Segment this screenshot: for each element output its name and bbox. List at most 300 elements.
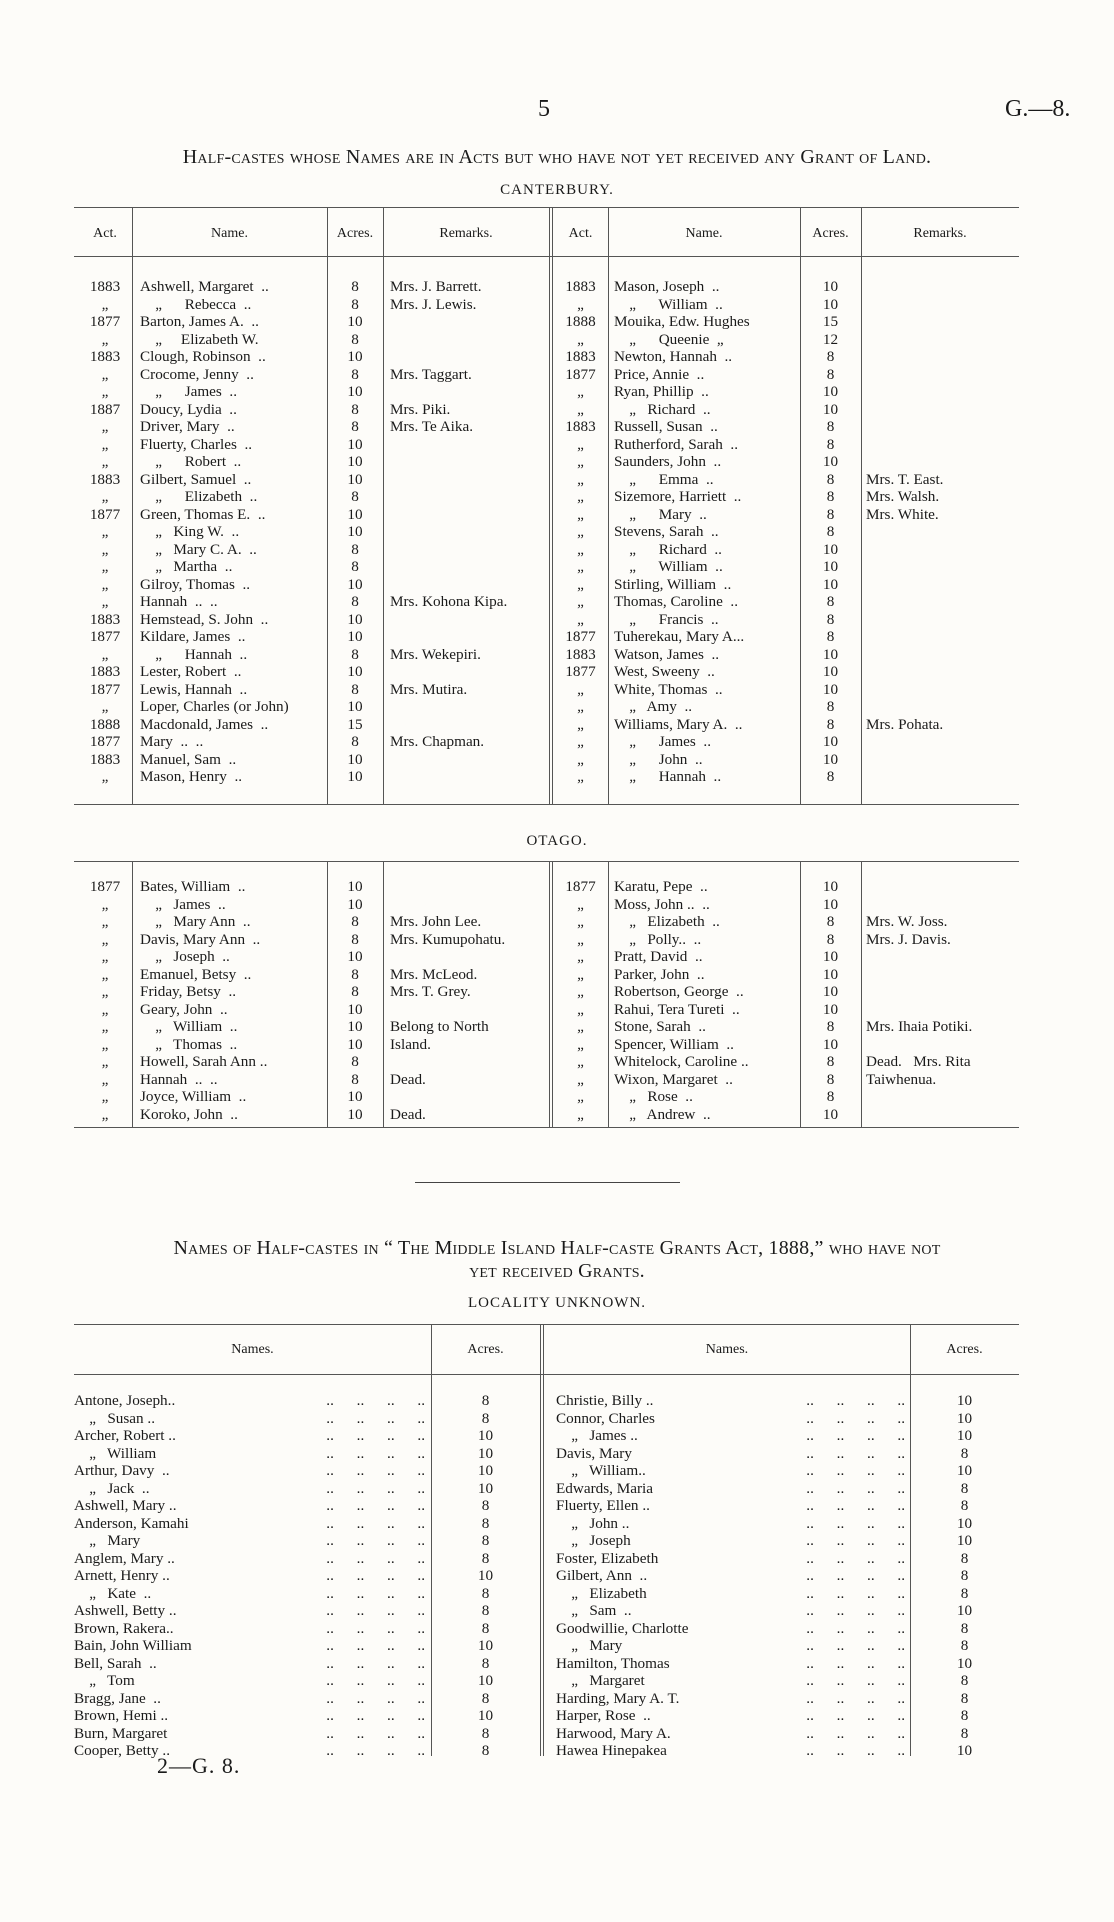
header-names: Names. [705,1342,749,1357]
table-cell: 10 [956,1654,973,1672]
table-cell: 8 [960,1549,969,1567]
table-cell: „ Mary .. [614,505,707,523]
table-cell [866,983,1019,1001]
table-cell: 8 [960,1672,969,1689]
section2-left-names-col [74,1392,244,1760]
dot-leader: .. .. .. .. [806,1637,905,1654]
table-cell: 10 [822,295,839,313]
table-cell: 10 [477,1479,494,1497]
table-cell: Mrs. Wekepiri. [390,645,481,663]
table-cell: „ [101,558,109,575]
table-cell: 1888 [89,715,121,733]
table-cell: 10 [956,1392,973,1409]
table-cell: „ Mary [74,1532,141,1549]
table-cell: 8 [351,733,359,750]
table-cell: Saunders, John .. [614,453,722,470]
table-cell: „ [577,523,584,540]
col-divider [132,861,133,1127]
table-cell [866,733,1019,751]
table-cell: „ [101,540,109,558]
table-cell [390,698,549,716]
table-cell: „ Rebecca .. [140,295,252,313]
table-cell [866,966,1019,984]
table-cell: 8 [826,348,835,365]
table-cell: Green, Thomas E. .. [140,505,266,523]
table-cell: „ [101,965,109,983]
table-cell: 8 [960,1584,969,1602]
table-cell [866,1106,1019,1124]
table-cell: „ [101,768,109,785]
table-cell: 8 [481,1742,490,1759]
dot-leader: .. .. .. .. [326,1392,425,1409]
page-number: 5 [538,96,550,122]
table-cell: 8 [960,1497,969,1514]
table-cell: Davis, Mary [556,1444,632,1462]
table-cell: Friday, Betsy .. [140,983,237,1000]
table-cell: Foster, Elizabeth [556,1549,659,1567]
header-acres: Acres. [336,226,374,241]
dot-leader: .. .. .. .. [806,1654,905,1672]
canterbury-left-remarks-col [390,278,549,786]
table-cell: Mrs. White. [866,505,939,523]
table-cell: 8 [481,1602,490,1619]
table-cell: „ Amy .. [614,698,693,715]
table-cell: 10 [347,383,363,400]
table-cell: 15 [347,715,363,733]
table-cell: „ [577,965,584,983]
table-cell [866,878,1019,896]
table-cell: „ [101,1053,109,1070]
table-cell: 8 [826,628,835,645]
dot-leader: .. .. .. .. [806,1549,905,1567]
table-cell: 8 [826,1088,835,1105]
table-cell: 8 [481,1724,490,1742]
table-cell: 10 [822,558,839,575]
table-cell: 8 [351,540,359,558]
table-cell: Fluerty, Ellen .. [556,1497,650,1514]
section2-title-line1: Names of Half-castes in “ The Middle Island Half-caste Grants Act, 1888,” who have not [173,1237,941,1259]
table-cell [390,611,549,629]
table-cell: 1883 [565,348,596,365]
table-cell: Howell, Sarah Ann .. [140,1053,268,1070]
table-cell: Driver, Mary .. [140,418,235,435]
table-cell: 10 [347,628,363,645]
table-cell: Geary, John .. [140,1000,228,1018]
table-cell [866,576,1019,594]
table-cell: „ [577,1070,584,1088]
table-cell: 8 [351,1053,359,1070]
table-cell: 8 [481,1497,490,1514]
table-cell: 10 [956,1409,973,1427]
table-cell: „ Joseph [556,1532,631,1549]
table-cell: „ [577,453,584,470]
table-cell [866,331,1019,349]
col-divider [861,207,862,804]
table-cell: Ashwell, Mary .. [74,1497,177,1514]
table-cell: 10 [956,1514,973,1532]
dot-leader: .. .. .. .. [326,1409,425,1427]
table-cell: „ Martha .. [140,558,233,575]
table-cell: 8 [481,1514,490,1532]
table-cell: 10 [347,610,363,628]
table-cell: Mason, Joseph .. [614,278,720,295]
table-cell: Gilbert, Ann .. [556,1567,648,1584]
section2-left-leaders-col [250,1392,425,1760]
table-cell: 8 [351,558,359,575]
otago-label: OTAGO. [526,833,588,849]
section2-right-leaders-col [740,1392,905,1760]
dot-leader: .. .. .. .. [326,1567,425,1584]
table-cell [390,541,549,559]
table-cell [390,558,549,576]
table-cell: „ Joseph .. [140,948,230,965]
table-cell [390,751,549,769]
table-cell: Ashwell, Betty .. [74,1602,177,1619]
table-cell: 10 [477,1462,494,1479]
dot-leader: .. .. .. .. [326,1619,425,1637]
table-cell: Macdonald, James .. [140,715,269,733]
table-cell [390,768,549,786]
table-cell: 10 [347,698,363,715]
table-cell: „ Elizabeth [556,1584,647,1602]
table-cell: „ [101,575,109,593]
table-cell: 10 [822,895,839,913]
table-cell: 1877 [89,313,121,330]
dot-leader: .. .. .. .. [806,1444,905,1462]
section2-left-acres-col [431,1392,540,1760]
table-cell: Davis, Mary Ann .. [140,930,261,948]
table-cell: 1877 [565,878,596,895]
table-cell: 10 [822,645,839,663]
dot-leader: .. .. .. .. [806,1584,905,1602]
table-cell: Sizemore, Harriett .. [614,488,742,505]
dot-leader: .. .. .. .. [326,1532,425,1549]
table-cell: 10 [956,1427,973,1444]
dot-leader: .. .. .. .. [326,1514,425,1532]
table-top-rule [74,1324,1019,1325]
table-cell: Antone, Joseph.. [74,1392,176,1409]
table-cell: Taiwhenua. [866,1070,937,1088]
table-cell: „ [101,895,109,913]
table-cell: 10 [822,1000,839,1018]
table-cell: 10 [347,1105,363,1123]
table-cell [866,611,1019,629]
table-cell: Brown, Hemi .. [74,1707,169,1724]
table-cell [866,768,1019,786]
table-center-divider [540,1324,544,1756]
table-cell: 8 [351,965,359,983]
header-remarks: Remarks. [439,226,493,241]
table-cell: Loper, Charles (or John) [140,698,289,715]
table-cell: Rutherford, Sarah .. [614,435,738,453]
table-cell: „ [577,593,584,610]
table-cell: 10 [347,470,363,488]
col-divider [861,861,862,1127]
table-cell: 1877 [89,733,121,750]
table-cell: Whitelock, Caroline .. [614,1053,749,1070]
table-cell: Mrs. McLeod. [390,965,478,983]
table-cell: „ Mary Ann .. [140,913,251,930]
dot-leader: .. .. .. .. [326,1707,425,1724]
table-cell: 10 [822,1105,839,1123]
table-cell: 10 [347,750,363,768]
table-cell: Stirling, William .. [614,575,732,593]
table-cell: Dead. Mrs. Rita [866,1053,971,1070]
table-cell: 10 [822,453,839,470]
table-cell [390,383,549,401]
table-cell: „ [577,295,584,313]
table-cell: „ [101,593,109,610]
table-top-rule [74,861,1019,862]
table-cell: 8 [960,1689,969,1707]
table-cell: „ William .. [614,558,723,575]
table-cell: Arnett, Henry .. [74,1567,170,1584]
canterbury-label: CANTERBURY. [500,182,614,198]
table-cell: 1877 [565,365,596,383]
table-cell: Wixon, Margaret .. [614,1070,733,1088]
table-cell: Mrs. T. East. [866,470,944,488]
table-cell: Harding, Mary A. T. [556,1689,680,1707]
table-cell: Crocome, Jenny .. [140,365,254,383]
table-cell: „ [101,698,109,715]
table-cell [866,453,1019,471]
table-cell: 10 [822,400,839,418]
table-cell: Kildare, James .. [140,628,246,645]
table-cell: Mrs. T. Grey. [390,983,471,1000]
canterbury-right-remarks-col [866,278,1019,786]
table-cell: 10 [822,965,839,983]
table-cell: Mrs. Te Aika. [390,418,474,435]
table-cell: 10 [822,575,839,593]
table-cell: Newton, Hannah .. [614,348,733,365]
table-cell: „ Richard .. [614,540,722,558]
table-cell: 15 [822,313,839,330]
table-cell: Gilbert, Samuel .. [140,470,252,488]
table-cell: Gilroy, Thomas .. [140,575,251,593]
dot-leader: .. .. .. .. [806,1672,905,1689]
header-names: Names. [231,1342,274,1357]
table-cell: 10 [822,733,839,750]
table-cell [390,576,549,594]
table-cell: „ [577,895,584,913]
table-cell: 8 [351,278,359,295]
table-cell: 8 [481,1409,490,1427]
table-cell: Mrs. J. Lewis. [390,295,477,313]
table-cell: „ [101,913,109,930]
table-cell: „ [101,523,109,540]
table-cell: Island. [390,1035,431,1053]
table-cell: „ [577,400,584,418]
table-cell: 8 [960,1724,969,1742]
table-cell: 1883 [89,348,121,365]
table-cell: 8 [826,930,835,948]
table-cell: 10 [822,750,839,768]
table-cell: Mrs. Kumupohatu. [390,930,506,948]
table-cell: Mary .. .. [140,733,204,750]
table-cell: „ [101,365,109,383]
table-cell: „ [101,645,109,663]
table-cell: 8 [826,418,835,435]
table-cell: 10 [347,663,363,680]
dot-leader: .. .. .. .. [806,1724,905,1742]
table-cell: „ James .. [140,383,238,400]
table-cell [866,418,1019,436]
table-cell: „ Jack .. [74,1479,150,1497]
dot-leader: .. .. .. .. [806,1602,905,1619]
table-cell: 10 [956,1462,973,1479]
table-cell: Stone, Sarah .. [614,1018,706,1035]
table-cell [866,896,1019,914]
table-cell: Mrs. Taggart. [390,365,472,383]
table-cell: 8 [826,768,835,785]
table-cell: Harper, Rose .. [556,1707,651,1724]
table-cell [866,593,1019,611]
table-cell: Doucy, Lydia .. [140,400,237,418]
table-cell: 8 [826,610,835,628]
table-cell: 10 [347,878,363,895]
dot-leader: .. .. .. .. [326,1637,425,1654]
page-reference: G.—8. [1005,96,1071,122]
table-cell: 10 [822,383,839,400]
table-cell: „ [101,983,109,1000]
table-cell: 8 [826,488,835,505]
table-cell: „ [577,610,584,628]
dot-leader: .. .. .. .. [326,1672,425,1689]
table-cell: Brown, Rakera.. [74,1619,174,1637]
table-cell: 8 [826,1070,835,1088]
table-cell: „ Thomas .. [140,1035,238,1053]
table-cell [390,628,549,646]
table-cell: „ [101,295,109,313]
table-cell: 1883 [565,645,596,663]
table-cell: Mrs. J. Barrett. [390,278,482,295]
table-cell [390,878,549,896]
table-cell: Belong to North [390,1018,489,1035]
table-cell [866,646,1019,664]
table-cell: 1883 [89,470,121,488]
table-cell: „ [577,930,584,948]
section1-title: Half-castes whose Names are in Acts but who have not yet received any Grant of Land. [182,146,932,168]
table-cell: 8 [960,1707,969,1724]
canterbury-right-act-col [553,278,608,786]
table-cell: 10 [347,313,363,330]
col-divider [383,861,384,1127]
table-cell: Arthur, Davy .. [74,1462,170,1479]
table-cell: „ [101,1000,109,1018]
otago-left-name-col [140,878,327,1123]
table-cell: „ William .. [140,1018,238,1035]
table-cell: 10 [347,768,363,785]
table-cell: Connor, Charles [556,1409,655,1427]
table-cell: „ [577,680,584,698]
table-cell: „ Mary [556,1637,623,1654]
table-cell: „ [101,453,109,470]
dot-leader: .. .. .. .. [806,1409,905,1427]
table-cell [390,1053,549,1071]
table-cell: „ William [74,1444,157,1462]
table-cell: Clough, Robinson .. [140,348,266,365]
table-cell: Cooper, Betty .. [74,1742,170,1759]
table-cell: Mason, Henry .. [140,768,243,785]
table-cell [866,541,1019,559]
dot-leader: .. .. .. .. [326,1654,425,1672]
table-cell: 10 [822,540,839,558]
table-cell: „ [577,1088,584,1105]
table-cell: 10 [477,1637,494,1654]
table-bottom-rule [74,804,1019,805]
dot-leader: .. .. .. .. [326,1549,425,1567]
table-cell: 8 [351,983,359,1000]
dot-leader: .. .. .. .. [326,1724,425,1742]
table-cell: „ [577,733,584,750]
dot-leader: .. .. .. .. [806,1707,905,1724]
table-cell [866,1088,1019,1106]
dot-leader: .. .. .. .. [806,1427,905,1444]
table-cell: 1883 [89,750,121,768]
table-cell: Mrs. Piki. [390,400,451,418]
otago-left-remarks-col [390,878,549,1123]
table-cell: 8 [351,488,359,505]
table-cell: 8 [960,1619,969,1637]
dot-leader: .. .. .. .. [326,1462,425,1479]
table-cell: „ [577,698,584,715]
dot-leader: .. .. .. .. [806,1742,905,1759]
col-divider [608,207,609,804]
header-acres: Acres. [467,1342,504,1357]
table-cell: 8 [351,645,359,663]
table-cell: 10 [347,1018,363,1035]
table-cell: Mrs. J. Davis. [866,930,951,948]
header-acres: Acres. [812,226,849,241]
table-cell: 10 [956,1532,973,1549]
table-cell: 8 [481,1584,490,1602]
table-cell: „ John .. [556,1514,630,1532]
table-cell: „ [101,1088,109,1105]
table-cell: 1877 [89,878,121,895]
table-cell: „ Queenie „ [614,330,724,348]
table-cell: „ Richard .. [614,400,711,418]
table-cell: 8 [351,295,359,313]
table-cell: 1877 [89,505,121,523]
otago-left-act-col [78,878,132,1123]
table-cell: Parker, John .. [614,965,705,983]
dot-leader: .. .. .. .. [806,1392,905,1409]
table-cell: 12 [822,330,839,348]
table-cell [390,488,549,506]
table-cell: „ King W. .. [140,523,240,540]
table-cell: White, Thomas .. [614,680,723,698]
table-cell: 8 [826,505,835,523]
table-cell: 8 [826,435,835,453]
table-cell [866,436,1019,454]
table-cell: 10 [956,1602,973,1619]
table-cell [866,663,1019,681]
table-cell: „ [101,418,109,435]
table-cell: 8 [826,1018,835,1035]
table-cell: Spencer, William .. [614,1035,734,1053]
table-cell: 10 [822,663,839,680]
table-bottom-rule [74,1127,1019,1128]
table-cell: 10 [477,1707,494,1724]
table-cell: 8 [826,523,835,540]
dot-leader: .. .. .. .. [806,1619,905,1637]
table-cell: „ Francis .. [614,610,719,628]
table-cell: „ Rose .. [614,1088,693,1105]
header-name: Name. [211,226,248,241]
table-cell: „ [101,1018,109,1035]
table-cell: 8 [481,1392,490,1409]
table-cell: Bates, William .. [140,878,246,895]
